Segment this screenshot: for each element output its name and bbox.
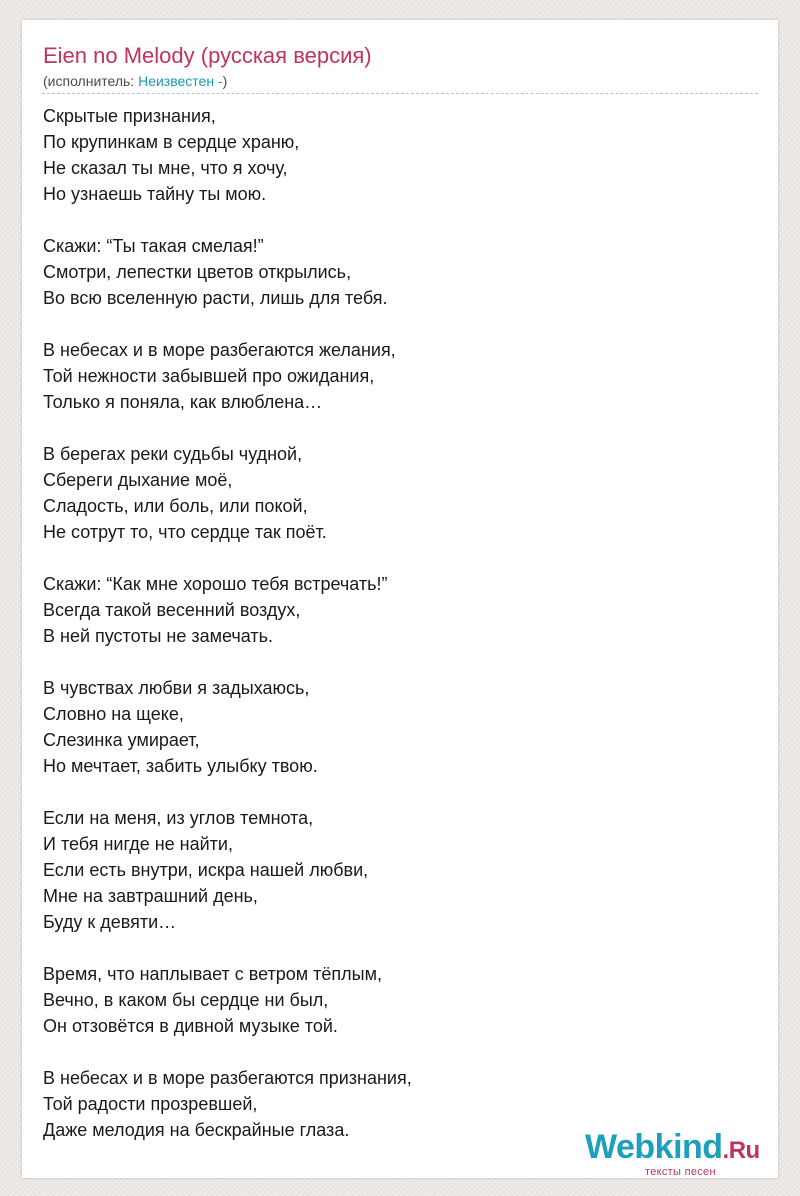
lyrics-line: Но узнаешь тайну ты мою.	[43, 184, 267, 204]
lyrics-stanza	[43, 337, 753, 415]
site-logo[interactable]	[585, 1128, 775, 1176]
lyrics-line: Скажи: “Как мне хорошо тебя встречать!”	[43, 574, 388, 594]
lyrics-stanza	[43, 233, 753, 311]
lyrics-stanza	[43, 675, 753, 779]
lyrics-stanza	[43, 961, 753, 1039]
lyrics-stanza	[43, 103, 753, 207]
lyrics-stanza	[43, 441, 753, 545]
lyrics-line: Время, что наплывает с ветром тёплым,	[43, 964, 382, 984]
lyrics-line: В небесах и в море разбегаются признания,	[43, 1068, 412, 1088]
lyrics-line: В берегах реки судьбы чудной,	[43, 444, 303, 464]
lyrics-line: Если есть внутри, искра нашей любви,	[43, 860, 369, 880]
lyrics-line: В чувствах любви я задыхаюсь,	[43, 678, 310, 698]
lyrics-line: Слезинка умирает,	[43, 730, 200, 750]
lyrics-line: Но мечтает, забить улыбку твою.	[43, 756, 318, 776]
lyrics-line: Смотри, лепестки цветов открылись,	[43, 262, 352, 282]
lyrics-line: Не сотрут то, что сердце так поёт.	[43, 522, 327, 542]
lyrics-line: Если на меня, из углов темнота,	[43, 808, 314, 828]
lyrics-line: Вечно, в каком бы сердце ни был,	[43, 990, 329, 1010]
logo-name: Webkind	[585, 1128, 723, 1166]
song-meta	[43, 73, 227, 89]
lyrics-stanza	[43, 571, 753, 649]
dashed-divider	[42, 93, 758, 94]
lyrics-line: Скажи: “Ты такая смелая!”	[43, 236, 264, 256]
lyrics-line: Мне на завтрашний день,	[43, 886, 258, 906]
lyrics-line: Сбереги дыхание моё,	[43, 470, 233, 490]
lyrics-stanza	[43, 805, 753, 935]
artist-prefix: (исполнитель:	[43, 73, 139, 89]
lyrics-line: Сладость, или боль, или покой,	[43, 496, 308, 516]
lyrics-line: В ней пустоты не замечать.	[43, 626, 274, 646]
lyrics-line: По крупинкам в сердце храню,	[43, 132, 300, 152]
lyrics-body	[43, 103, 753, 1169]
lyrics-line: Той радости прозревшей,	[43, 1094, 258, 1114]
logo-wordmark	[585, 1128, 760, 1167]
lyrics-line: Той нежности забывшей про ожидания,	[43, 366, 375, 386]
logo-tld: .Ru	[722, 1137, 760, 1164]
lyrics-line: И тебя нигде не найти,	[43, 834, 233, 854]
lyrics-line: Не сказал ты мне, что я хочу,	[43, 158, 288, 178]
lyrics-line: Во всю вселенную расти, лишь для тебя.	[43, 288, 388, 308]
artist-link[interactable]: Неизвестен -	[138, 73, 223, 89]
lyrics-line: Скрытые признания,	[43, 106, 216, 126]
lyrics-line: В небесах и в море разбегаются желания,	[43, 340, 396, 360]
lyrics-card	[22, 20, 778, 1178]
logo-tagline: тексты песен	[645, 1166, 716, 1178]
lyrics-line: Даже мелодия на бескрайные глаза.	[43, 1120, 350, 1140]
lyrics-line: Буду к девяти…	[43, 912, 177, 932]
lyrics-line: Он отзовётся в дивной музыке той.	[43, 1016, 338, 1036]
song-title: Eien no Melody (русская версия)	[43, 43, 372, 68]
lyrics-line: Словно на щеке,	[43, 704, 184, 724]
artist-suffix: )	[222, 73, 228, 89]
lyrics-line: Только я поняла, как влюблена…	[43, 392, 323, 412]
lyrics-line: Всегда такой весенний воздух,	[43, 600, 301, 620]
